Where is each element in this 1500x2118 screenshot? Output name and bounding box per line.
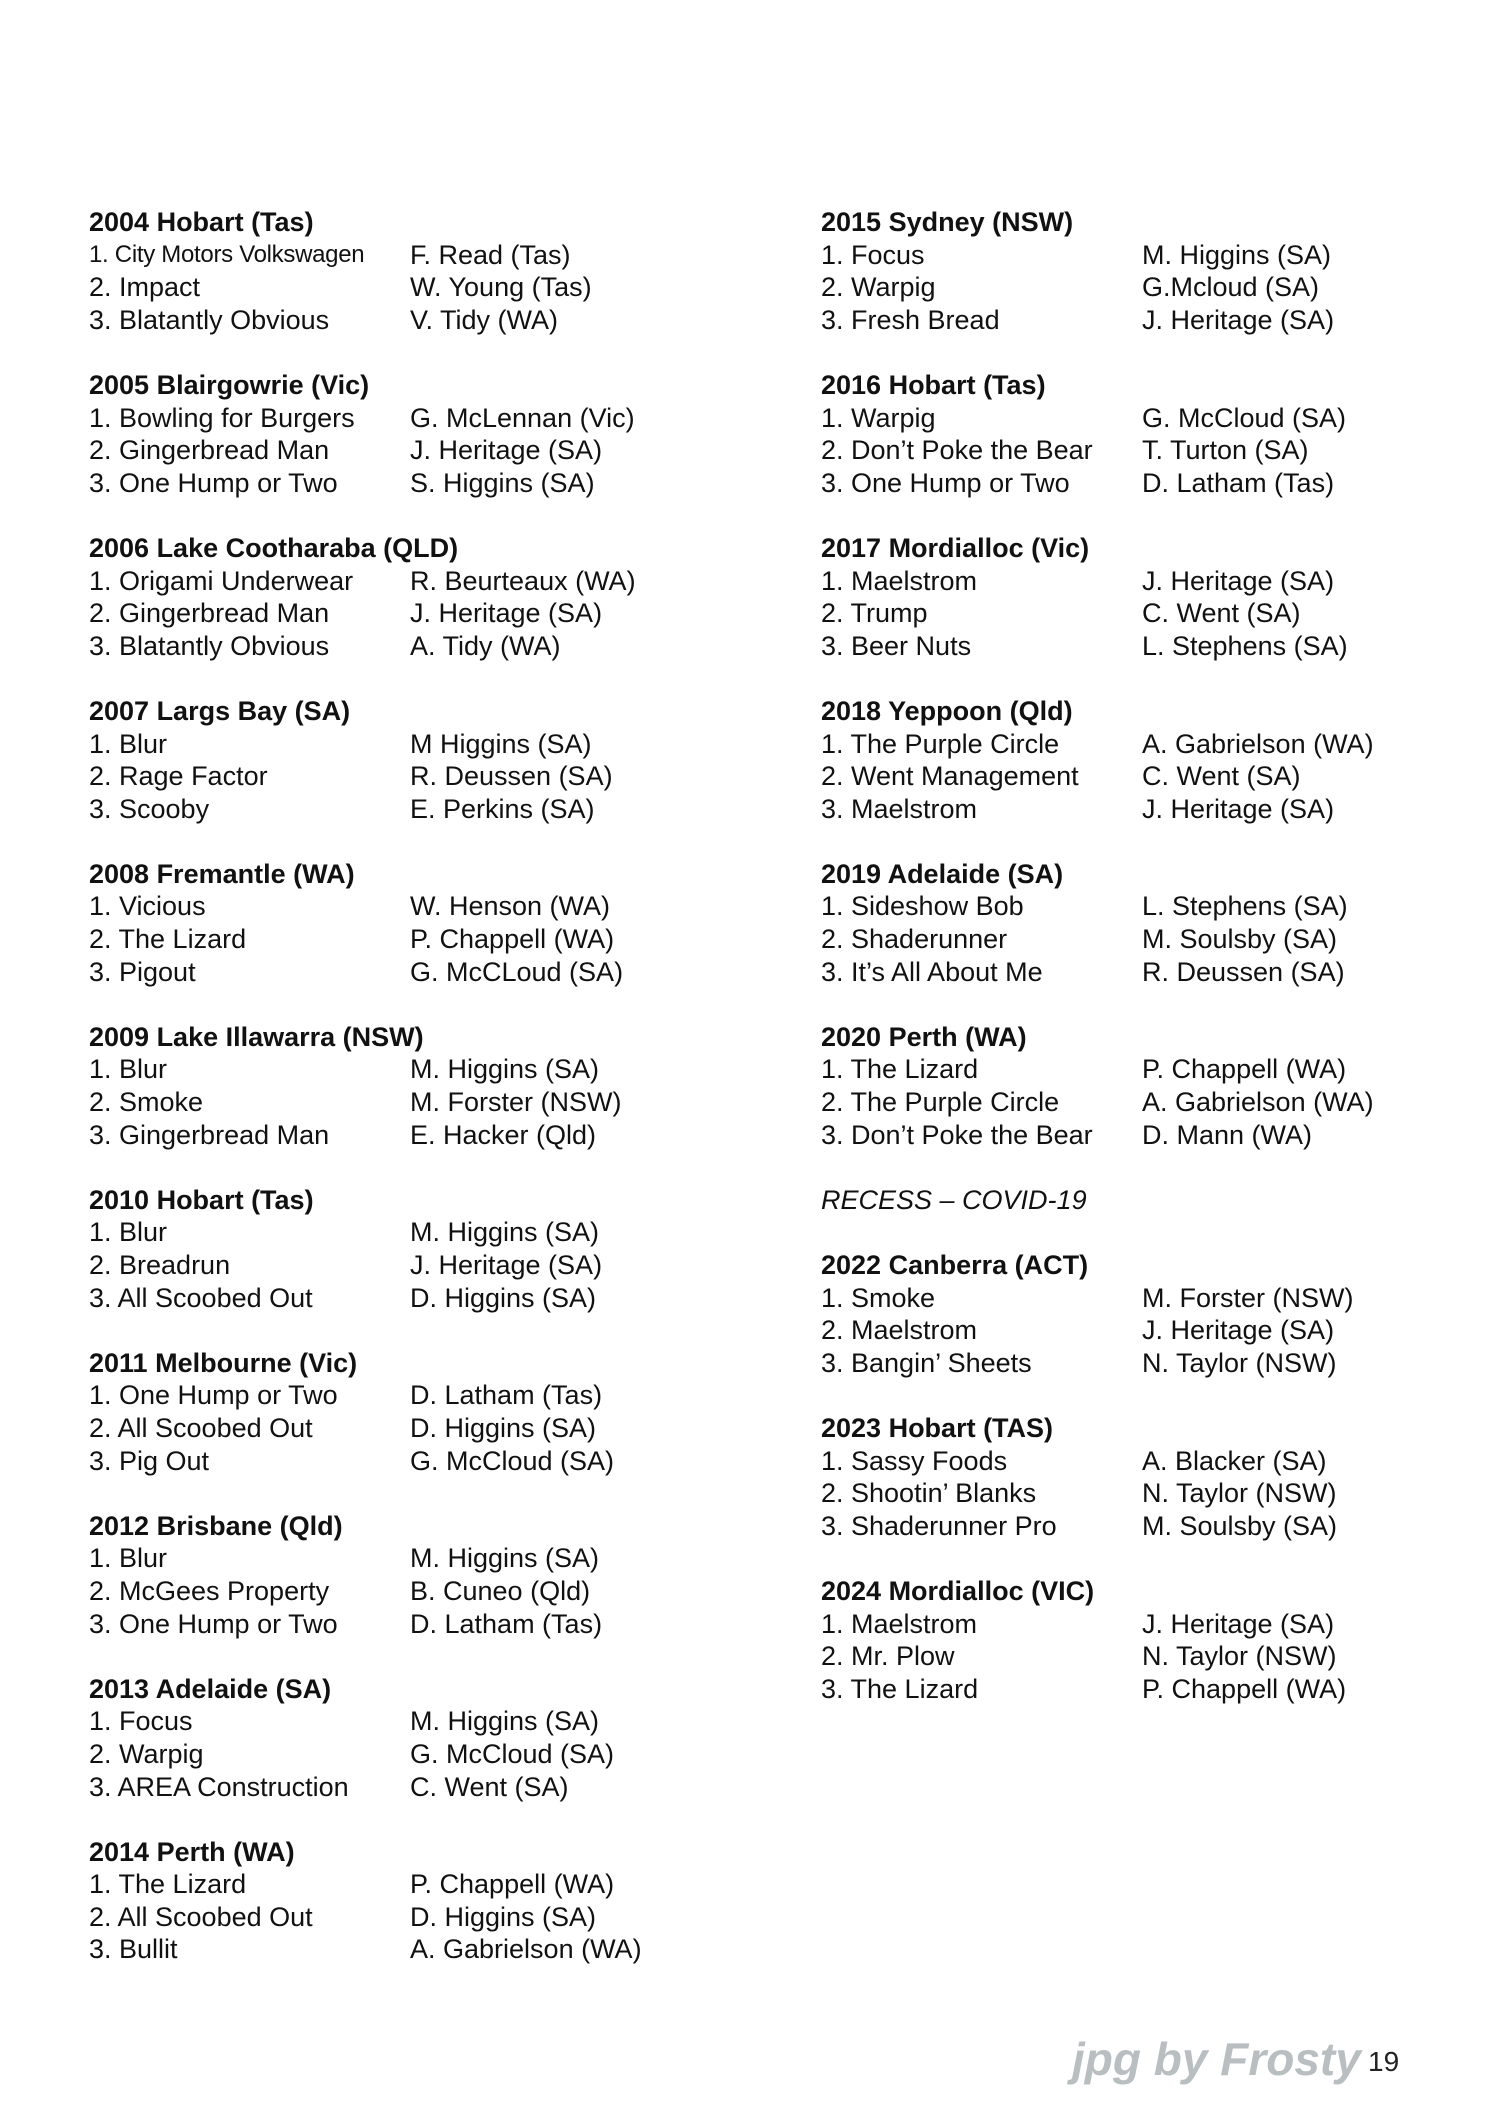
boat-name: 1. Smoke [821, 1282, 936, 1313]
boat-name: 1. Focus [821, 239, 925, 270]
blank-line [821, 988, 1094, 1021]
boat-name: 3. Bullit [89, 1934, 178, 1965]
skipper-name: M. Forster (NSW) [410, 1087, 622, 1118]
boat-name: 1. The Lizard [821, 1054, 979, 1085]
event-section [89, 858, 624, 1021]
event-section [821, 369, 1347, 532]
boat-name: 2. All Scoobed Out [89, 1901, 313, 1932]
skipper-name: P. Chappell (WA) [1142, 1054, 1347, 1085]
event-heading: 2023 Hobart (TAS) [821, 1412, 1054, 1443]
result-row [89, 1216, 600, 1249]
result-row [89, 1542, 600, 1575]
result-row [89, 793, 595, 826]
result-row [89, 467, 595, 500]
boat-name: 3. One Hump or Two [821, 467, 1070, 498]
skipper-name: C. Went (SA) [410, 1771, 569, 1802]
result-row [821, 923, 1338, 956]
skipper-name: W. Henson (WA) [410, 891, 611, 922]
blank-line [821, 1542, 1094, 1575]
event-heading: 2009 Lake Illawarra (NSW) [89, 1021, 424, 1052]
event-heading: 2008 Fremantle (WA) [89, 858, 355, 889]
blank-line [89, 1314, 458, 1347]
skipper-name: J. Heritage (SA) [1142, 304, 1335, 335]
skipper-name: W. Young (Tas) [410, 272, 592, 303]
skipper-name: J. Heritage (SA) [410, 435, 603, 466]
event-section [821, 206, 1335, 369]
boat-name: 3. Fresh Bread [821, 304, 1000, 335]
result-row [821, 728, 1374, 761]
boat-name: 2. All Scoobed Out [89, 1412, 313, 1443]
result-row [821, 760, 1301, 793]
event-heading: 2018 Yeppoon (Qld) [821, 695, 1073, 726]
skipper-name: A. Blacker (SA) [1142, 1445, 1327, 1476]
boat-name: 2. Rage Factor [89, 761, 268, 792]
boat-name: 2. Warpig [89, 1738, 204, 1769]
boat-name: 3. Blatantly Obvious [89, 630, 330, 661]
result-row [821, 239, 1332, 272]
boat-name: 2. McGees Property [89, 1575, 330, 1606]
result-row [89, 304, 559, 337]
result-row [89, 1445, 615, 1478]
result-row [89, 1053, 600, 1086]
result-row [89, 1705, 600, 1738]
boat-name: 2. Mr. Plow [821, 1641, 955, 1672]
skipper-name: A. Tidy (WA) [410, 630, 561, 661]
event-section [89, 1021, 622, 1184]
event-heading: 2013 Adelaide (SA) [89, 1673, 332, 1704]
event-heading: 2020 Perth (WA) [821, 1021, 1027, 1052]
boat-name: 1. Origami Underwear [89, 565, 354, 596]
result-row [89, 728, 592, 761]
boat-name: 2. Trump [821, 598, 928, 629]
blank-line [821, 1379, 1094, 1412]
boat-name: 1. Blur [89, 1217, 168, 1248]
event-heading: 2006 Lake Cootharaba (QLD) [89, 532, 459, 563]
skipper-name: R. Deussen (SA) [1142, 956, 1345, 987]
skipper-name: G. McCloud (SA) [1142, 402, 1347, 433]
boat-name: 3. The Lizard [821, 1673, 979, 1704]
skipper-name: D. Higgins (SA) [410, 1412, 597, 1443]
result-row [821, 1673, 1347, 1706]
blank-line [89, 1803, 458, 1836]
boat-name: 3. Scooby [89, 793, 210, 824]
result-row [821, 956, 1345, 989]
event-heading: 2019 Adelaide (SA) [821, 858, 1064, 889]
result-row [89, 1901, 597, 1934]
result-row [821, 890, 1348, 923]
boat-name: 3. Blatantly Obvious [89, 304, 330, 335]
result-row [89, 630, 561, 663]
skipper-name: G. McCLoud (SA) [410, 956, 624, 987]
skipper-name: J. Heritage (SA) [410, 598, 603, 629]
result-row [89, 1249, 603, 1282]
boat-name: 3. One Hump or Two [89, 1608, 338, 1639]
event-heading: 2024 Mordialloc (VIC) [821, 1575, 1095, 1606]
blank-line [89, 1151, 458, 1184]
skipper-name: T. Turton (SA) [1142, 435, 1309, 466]
result-row [821, 630, 1348, 663]
event-section [89, 1836, 642, 1966]
result-row [89, 1575, 591, 1608]
event-heading: 2004 Hobart (Tas) [89, 207, 314, 237]
event-section [821, 532, 1348, 695]
skipper-name: P. Chappell (WA) [410, 924, 615, 955]
skipper-name: D. Latham (Tas) [410, 1608, 603, 1639]
result-row [89, 434, 603, 467]
boat-name: 1. One Hump or Two [89, 1380, 338, 1411]
blank-line [89, 336, 458, 369]
event-section [89, 369, 635, 532]
boat-name: 3. Gingerbread Man [89, 1119, 330, 1150]
boat-name: 1. Focus [89, 1706, 193, 1737]
skipper-name: G. McCloud (SA) [410, 1445, 615, 1476]
boat-name: 2. Gingerbread Man [89, 435, 330, 466]
boat-name: 1. City Motors Volkswagen [89, 240, 365, 268]
result-row [821, 1314, 1335, 1347]
boat-name: 1. Maelstrom [821, 1608, 978, 1639]
result-row [89, 1379, 603, 1412]
event-heading: 2011 Melbourne (Vic) [89, 1347, 358, 1378]
result-row [821, 402, 1347, 435]
blank-line [89, 662, 458, 695]
boat-name: 2. Smoke [89, 1087, 204, 1118]
result-row [89, 1412, 597, 1445]
blank-line [821, 336, 1094, 369]
result-row [821, 1608, 1335, 1641]
skipper-name: D. Higgins (SA) [410, 1282, 597, 1313]
skipper-name: J. Heritage (SA) [1142, 565, 1335, 596]
skipper-name: M. Higgins (SA) [410, 1706, 600, 1737]
boat-name: 3. Maelstrom [821, 793, 978, 824]
result-row [821, 1510, 1338, 1543]
result-row [821, 304, 1335, 337]
result-row [89, 1608, 603, 1641]
right-column [821, 206, 1374, 1705]
result-row [821, 1477, 1337, 1510]
result-row [821, 1347, 1337, 1380]
boat-name: 2. The Lizard [89, 924, 247, 955]
skipper-name: B. Cuneo (Qld) [410, 1575, 591, 1606]
blank-line [821, 1216, 1094, 1249]
event-heading: 2010 Hobart (Tas) [89, 1184, 314, 1215]
blank-line [821, 662, 1094, 695]
event-section [821, 1021, 1374, 1184]
result-row [821, 1086, 1374, 1119]
skipper-name: V. Tidy (WA) [410, 304, 559, 335]
blank-line [89, 1640, 458, 1673]
skipper-name: N. Taylor (NSW) [1142, 1478, 1337, 1509]
skipper-name: A. Gabrielson (WA) [1142, 728, 1374, 759]
skipper-name: M. Higgins (SA) [410, 1217, 600, 1248]
skipper-name: E. Perkins (SA) [410, 793, 595, 824]
boat-name: 1. Blur [89, 1543, 168, 1574]
skipper-name: S. Higgins (SA) [410, 467, 595, 498]
event-heading: 2007 Largs Bay (SA) [89, 695, 351, 726]
result-row [89, 402, 635, 435]
result-row [821, 793, 1335, 826]
result-row [89, 1119, 597, 1152]
result-row [89, 923, 615, 956]
blank-line [821, 1151, 1094, 1184]
boat-name: 2. Maelstrom [821, 1315, 978, 1346]
left-column [89, 206, 642, 1966]
result-row [89, 1771, 569, 1804]
boat-name: 2. Shaderunner [821, 924, 1008, 955]
boat-name: 2. Breadrun [89, 1250, 231, 1280]
event-section [89, 1347, 615, 1510]
event-section [89, 532, 636, 695]
recess-note-block [821, 1184, 1094, 1249]
event-heading: 2014 Perth (WA) [89, 1836, 295, 1867]
boat-name: 3. It’s All About Me [821, 956, 1043, 987]
result-row [821, 565, 1335, 598]
result-row [89, 1738, 615, 1771]
boat-name: 3. Shaderunner Pro [821, 1510, 1057, 1541]
result-row [89, 1868, 615, 1901]
skipper-name: N. Taylor (NSW) [1142, 1641, 1337, 1672]
skipper-name: D. Latham (Tas) [1142, 467, 1335, 498]
boat-name: 2. Don’t Poke the Bear [821, 435, 1093, 466]
boat-name: 3. Bangin’ Sheets [821, 1347, 1032, 1378]
result-row [89, 565, 636, 598]
skipper-name: J. Heritage (SA) [1142, 1315, 1335, 1346]
skipper-name: J. Heritage (SA) [410, 1250, 603, 1280]
blank-line [89, 499, 458, 532]
result-row [821, 1053, 1347, 1086]
result-row [89, 890, 611, 923]
boat-name: 1. Maelstrom [821, 565, 978, 596]
boat-name: 1. The Lizard [89, 1869, 247, 1900]
skipper-name: N. Taylor (NSW) [1142, 1347, 1337, 1378]
event-heading: 2016 Hobart (Tas) [821, 369, 1046, 400]
event-heading: 2017 Mordialloc (Vic) [821, 532, 1090, 563]
skipper-name: A. Gabrielson (WA) [1142, 1087, 1374, 1118]
skipper-name: P. Chappell (WA) [1142, 1673, 1347, 1704]
boat-name: 3. Beer Nuts [821, 630, 972, 661]
result-row [89, 271, 592, 304]
event-heading: 2022 Canberra (ACT) [821, 1250, 1089, 1280]
skipper-name: G.Mcloud (SA) [1142, 272, 1320, 303]
event-section [821, 1575, 1347, 1705]
result-row [89, 956, 624, 989]
boat-name: 2. Went Management [821, 761, 1079, 792]
event-section [89, 1673, 615, 1836]
blank-line [821, 825, 1094, 858]
boat-name: 3. All Scoobed Out [89, 1282, 313, 1313]
skipper-name: M. Higgins (SA) [410, 1543, 600, 1574]
boat-name: 1. The Purple Circle [821, 728, 1060, 759]
boat-name: 1. Sassy Foods [821, 1445, 1008, 1476]
skipper-name: R. Deussen (SA) [410, 761, 613, 792]
watermark: jpg by Frosty [1072, 2033, 1361, 2085]
boat-name: 3. Pig Out [89, 1445, 210, 1476]
skipper-name: M. Forster (NSW) [1142, 1282, 1354, 1313]
skipper-name: M Higgins (SA) [410, 728, 592, 759]
skipper-name: J. Heritage (SA) [1142, 1608, 1335, 1639]
event-section [89, 206, 592, 369]
result-row [821, 1282, 1354, 1315]
skipper-name: L. Stephens (SA) [1142, 630, 1348, 661]
skipper-name: D. Latham (Tas) [410, 1380, 603, 1411]
skipper-name: M. Soulsby (SA) [1142, 924, 1338, 955]
skipper-name: M. Higgins (SA) [1142, 239, 1332, 270]
boat-name: 1. Blur [89, 1054, 168, 1085]
skipper-name: D. Mann (WA) [1142, 1119, 1313, 1150]
result-row [89, 1282, 597, 1315]
recess-note: RECESS – COVID-19 [821, 1184, 1087, 1215]
event-heading: 2012 Brisbane (Qld) [89, 1510, 343, 1541]
result-row [89, 597, 603, 630]
event-section [821, 1249, 1354, 1412]
skipper-name: M. Higgins (SA) [410, 1054, 600, 1085]
blank-line [89, 825, 458, 858]
result-row [821, 434, 1309, 467]
boat-name: 2. The Purple Circle [821, 1087, 1060, 1118]
boat-name: 1. Bowling for Burgers [89, 402, 355, 433]
blank-line [89, 1477, 458, 1510]
result-row [821, 1445, 1327, 1478]
event-section [89, 1510, 603, 1673]
skipper-name: F. Read (Tas) [410, 239, 571, 270]
boat-name: 1. Blur [89, 728, 168, 759]
result-row [821, 467, 1335, 500]
result-row [821, 271, 1320, 304]
skipper-name: C. Went (SA) [1142, 598, 1301, 629]
skipper-name: G. McCloud (SA) [410, 1738, 615, 1769]
skipper-name: M. Soulsby (SA) [1142, 1510, 1338, 1541]
skipper-name: J. Heritage (SA) [1142, 793, 1335, 824]
result-row [89, 239, 571, 272]
boat-name: 2. Shootin’ Blanks [821, 1478, 1037, 1509]
skipper-name: C. Went (SA) [1142, 761, 1301, 792]
result-row [89, 760, 613, 793]
skipper-name: A. Gabrielson (WA) [410, 1934, 642, 1965]
event-heading: 2005 Blairgowrie (Vic) [89, 369, 370, 400]
event-heading: 2015 Sydney (NSW) [821, 207, 1074, 237]
page-number: 19 [1368, 2046, 1400, 2077]
boat-name: 2. Impact [89, 272, 201, 303]
event-section [821, 858, 1348, 1021]
boat-name: 3. One Hump or Two [89, 467, 338, 498]
skipper-name: E. Hacker (Qld) [410, 1119, 597, 1150]
skipper-name: G. McLennan (Vic) [410, 402, 635, 433]
boat-name: 3. Don’t Poke the Bear [821, 1119, 1093, 1150]
blank-line [89, 988, 458, 1021]
boat-name: 3. AREA Construction [89, 1771, 349, 1802]
boat-name: 3. Pigout [89, 956, 196, 987]
blank-line [821, 499, 1094, 532]
skipper-name: D. Higgins (SA) [410, 1901, 597, 1932]
event-section [821, 695, 1374, 858]
result-row [89, 1086, 622, 1119]
event-section [89, 695, 613, 858]
boat-name: 1. Vicious [89, 891, 206, 922]
boat-name: 2. Warpig [821, 272, 936, 303]
result-row [821, 1640, 1337, 1673]
result-row [821, 1119, 1313, 1152]
skipper-name: L. Stephens (SA) [1142, 891, 1348, 922]
event-section [89, 1184, 603, 1347]
boat-name: 1. Sideshow Bob [821, 891, 1024, 922]
event-section [821, 1412, 1338, 1575]
result-row [821, 597, 1301, 630]
skipper-name: P. Chappell (WA) [410, 1869, 615, 1900]
boat-name: 1. Warpig [821, 402, 936, 433]
boat-name: 2. Gingerbread Man [89, 598, 330, 629]
result-row [89, 1933, 642, 1966]
skipper-name: R. Beurteaux (WA) [410, 565, 636, 596]
